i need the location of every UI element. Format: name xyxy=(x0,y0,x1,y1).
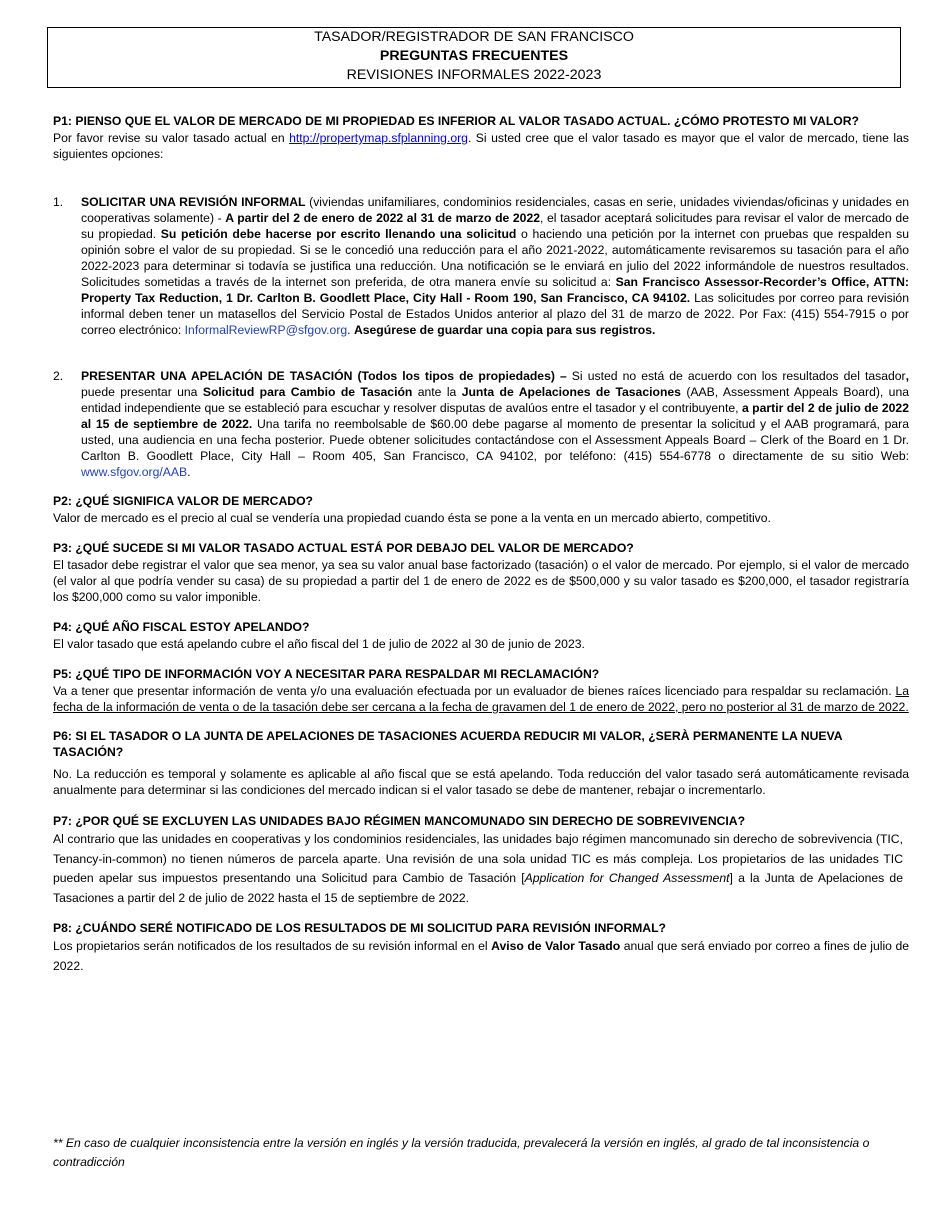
answer-p8: Los propietarios serán notificados de los resultados de su revisión informal en el Aviso de Valor Tasado anual que será enviado por correo a fines de julio de 2022. xyxy=(53,939,910,973)
translation-disclaimer: ** En caso de cualquier inconsistencia entre la versión en inglés y la versión traducida, prevalecerá la versión en inglés, al grado de tal inconsistencia o contradicción xyxy=(53,1136,870,1169)
question-p4: P4: ¿QUÉ AÑO FISCAL ESTOY APELANDO? xyxy=(53,620,310,634)
option-informal-review xyxy=(53,194,909,338)
header-office: TASADOR/REGISTRADOR DE SAN FRANCISCO xyxy=(314,29,634,45)
answer-p6: No. La reducción es temporal y solamente es aplicable al año fiscal que se está apelando. Toda reducción del valor tasado será automáticamente revisada anualmente para determinar si las condiciones del mercado indican si el valor tasado se debe de mantener, rebajar o incrementarlo. xyxy=(53,767,909,797)
propertymap-link[interactable]: http://propertymap.sfplanning.org xyxy=(289,131,468,145)
faq-content xyxy=(53,113,909,976)
email-link[interactable]: InformalReviewRP@sfgov.org xyxy=(184,323,348,337)
header-title: PREGUNTAS FRECUENTES xyxy=(379,48,569,64)
answer-p4: El valor tasado que está apelando cubre el año fiscal del 1 de julio de 2022 al 30 de junio de 2023. xyxy=(53,637,585,651)
answer-p2: Valor de mercado es el precio al cual se vendería una propiedad cuando ésta se pone a la venta en un mercado abierto, competitivo. xyxy=(53,511,771,525)
header-subtitle: REVISIONES INFORMALES 2022-2023 xyxy=(346,67,602,83)
question-p2: P2: ¿QUÉ SIGNIFICA VALOR DE MERCADO? xyxy=(53,494,314,508)
question-p5: P5: ¿QUÉ TIPO DE INFORMACIÓN VOY A NECESITAR PARA RESPALDAR MI RECLAMACIÓN? xyxy=(53,667,600,681)
aab-link[interactable]: www.sfgov.org/AAB xyxy=(81,465,188,479)
answer-p5: Va a tener que presentar información de venta y/o una evaluación efectuada por un evaluador de bienes raíces licenciado para respaldar su reclamación. La fecha de la información de venta o de la tasación debe ser cercana a la fecha de gravamen del 1 de enero de 2022, pero no posterior al 31 de marzo de 2022. xyxy=(53,684,909,714)
question-p3: P3: ¿QUÉ SUCEDE SI MI VALOR TASADO ACTUAL ESTÁ POR DEBAJO DEL VALOR DE MERCADO? xyxy=(53,541,634,555)
answer-p3: El tasador debe registrar el valor que sea menor, ya sea su valor anual base factorizado (tasación) o el valor de mercado. Por ejemplo, si el valor de mercado (el valor al que podría vender su casa) de su propiedad a partir del 1 de enero de 2022 es de $500,000 y su valor tasado es $200,000, el tasador registraría los $200,000 como su valor imponible. xyxy=(53,558,909,604)
option-assessment-appeal xyxy=(53,368,909,480)
question-p6: P6: SI EL TASADOR O LA JUNTA DE APELACIONES DE TASACIONES ACUERDA REDUCIR MI VALOR, ¿SERÀ PERMANENTE LA NUEVA TASACIÓN? xyxy=(53,729,843,759)
answer-p1: Por favor revise su valor tasado actual en http://propertymap.sfplanning.org. Si usted cree que el valor tasado es mayor que el valor de mercado, tiene las siguientes opciones: xyxy=(53,131,909,161)
document-header xyxy=(47,27,901,88)
answer-p7: Al contrario que las unidades en cooperativas y los condominios residenciales, las unidades bajo régimen mancomunado sin derecho de sobrevivencia (TIC, Tenancy-in-common) no tienen números de parcela aparte. Una revisión de una sola unidad TIC es más compleja. Los propietarios de las unidades TIC pueden apelar sus impuestos presentando una Solicitud para Cambio de Tasación [Application for Changed Assessment] a la Junta de Apelaciones de Tasaciones a partir del 2 de julio de 2022 hasta el 15 de septiembre de 2022. xyxy=(53,832,903,905)
option-body: SOLICITAR UNA REVISIÓN INFORMAL (viviendas unifamiliares, condominios residenciales, casas en serie, unidades viviendas/oficinas y unidades en cooperativas solamente) - A partir del 2 de enero de 2022 al 31 de marzo de 2022, el tasador aceptará solicitudes para revisar el valor de mercado de su propiedad. Su petición debe hacerse por escrito llenando una solicitud o haciendo una petición por la internet con pruebas que respalden su opinión sobre el valor de su propiedad. Si se le concedió una reducción para el año 2021-2022, automáticamente revisaremos su tasación para el año 2022-2023 para determinar si todavía se justifica una reducción. Una notificación se le enviará en julio del 2022 informándole de nuestros resultados. Solicitudes sometidas a través de la internet son preferida, de otra manera envíe su solicitud a: San Francisco Assessor-Recorder’s Office, ATTN: Property Tax Reduction, 1 Dr. Carlton B. Goodlett Place, City Hall - Room 190, San Francisco, CA 94102. Las solicitudes por correo para revisión informal deben tener un matasellos del Servicio Postal de Estados Unidos anterior al plazo del 31 de marzo de 2022. Por Fax: (415) 554-7915 o por correo electrónico: InformalReviewRP@sfgov.org. Asegúrese de guardar una copia para sus registros. xyxy=(81,195,910,337)
question-p1: P1: PIENSO QUE EL VALOR DE MERCADO DE MI PROPIEDAD ES INFERIOR AL VALOR TASADO ACTUAL. ¿CÓMO PROTESTO MI VALOR? xyxy=(53,114,859,128)
option-number: 2. xyxy=(53,369,64,383)
question-p7: P7: ¿POR QUÉ SE EXCLUYEN LAS UNIDADES BAJO RÉGIMEN MANCOMUNADO SIN DERECHO DE SOBREVIVENCIA? xyxy=(53,814,746,828)
question-p8: P8: ¿CUÁNDO SERÉ NOTIFICADO DE LOS RESULTADOS DE MI SOLICITUD PARA REVISIÓN INFORMAL? xyxy=(53,921,666,935)
option-body: PRESENTAR UNA APELACIÓN DE TASACIÓN (Todos los tipos de propiedades) – Si usted no está de acuerdo con los resultados del tasador, puede presentar una Solicitud para Cambio de Tasación ante la Junta de Apelaciones de Tasaciones (AAB, Assessment Appeals Board), una entidad independiente que se estableció para escuchar y resolver disputas de avalúos entre el tasador y el contribuyente, a partir del 2 de julio de 2022 al 15 de septiembre de 2022. Una tarifa no reembolsable de $60.00 debe pagarse al momento de presentar la solicitud y el AAB programará, para usted, una audiencia en una fecha posterior. Puede obtener solicitudes contactándose con el Assessment Appeals Board – Clerk of the Board en 1 Dr. Carlton B. Goodlett Place, City Hall – Room 405, San Francisco, CA 94102, por teléfono: (415) 554-6778 o directamente de su sitio Web: www.sfgov.org/AAB. xyxy=(81,369,910,479)
option-number: 1. xyxy=(53,195,64,209)
